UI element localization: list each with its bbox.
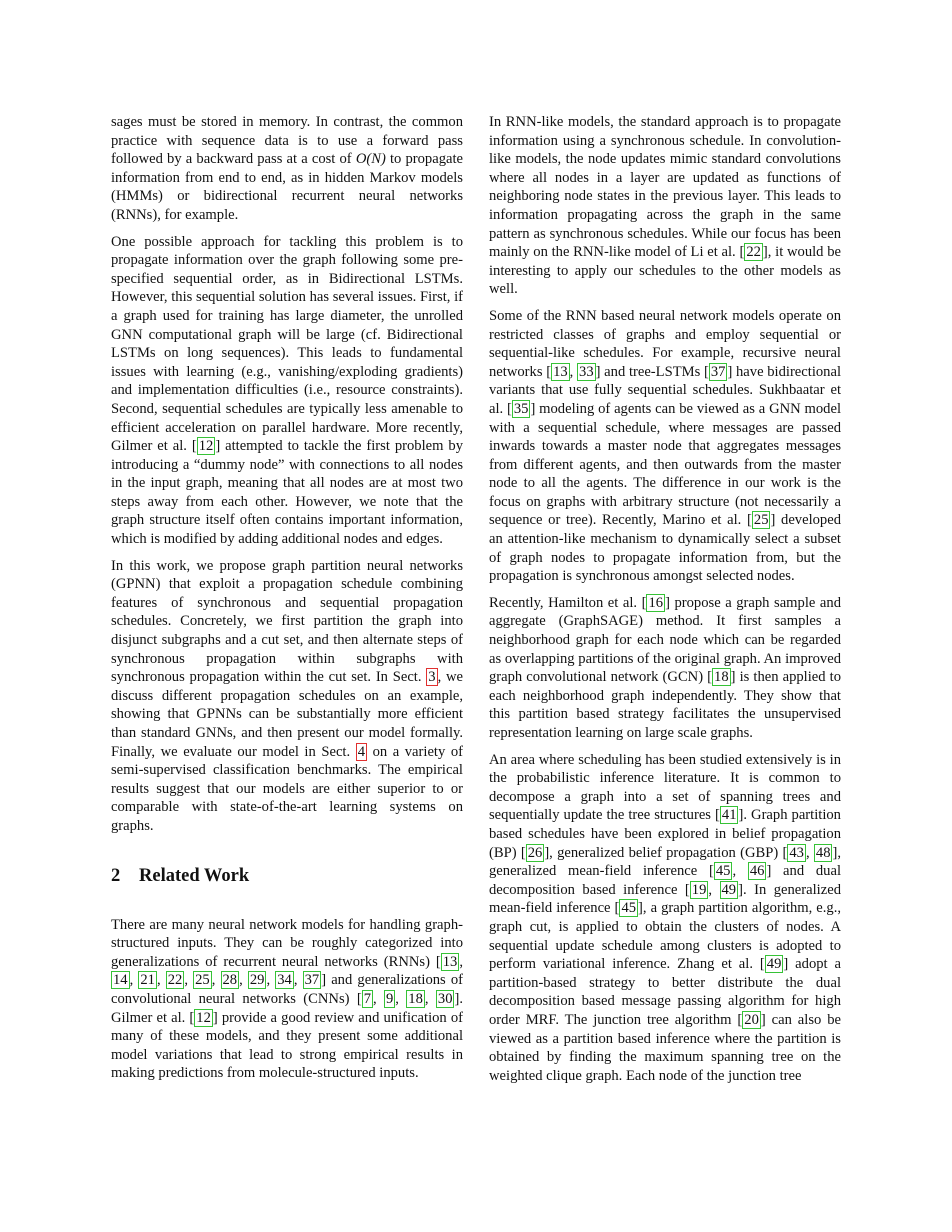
right-column [489, 113, 841, 1093]
citation-link[interactable]: 41 [721, 807, 737, 824]
citation-link[interactable]: 28 [222, 972, 238, 989]
citation-link[interactable]: 16 [648, 594, 664, 611]
citation-link[interactable]: 18 [408, 990, 423, 1007]
citation-link[interactable]: 34 [277, 972, 292, 989]
citation-link[interactable]: 37 [710, 363, 726, 380]
citation-link[interactable]: 9 [386, 990, 394, 1007]
citation-link[interactable]: 19 [691, 881, 707, 898]
citation-link[interactable]: 26 [527, 844, 543, 861]
section-link[interactable]: 3 [428, 669, 436, 686]
paragraph: An area where scheduling has been studied extensively is in the probabilistic inference literature. It is common to decompose a graph into a set of spanning trees and sequentially update the tree structures [ 41 ]. Graph partition based schedules have been explored in belief propagation (BP) [ 26 ], generalized belief propagation (GBP) [ 43 , 48 ], generalized mean-field inference [ 45 , 46 ] and dual decomposition based inference [ 19 , 49 ]. In generalized mean-field inference [ 45 ], a graph partition algorithm, e.g., graph cut, is applied to obtain the clusters of nodes. A sequential update schedule among clusters is adopted to perform variational inference. Zhang et al. [ 49 ] adopt a partition-based strategy to better distribute the dual decomposition based message passing algorithm for high order MRF. The junction tree algorithm [ 20 ] can also be viewed as a partition based inference where the partition is obtained by finding the maximum spanning tree on the weighted clique graph. Each node of the junction tree [489, 751, 841, 1084]
citation-link[interactable]: 43 [789, 844, 804, 861]
paragraph: Recently, Hamilton et al. [ 16 ] propose a graph sample and aggregate (GraphSAGE) method. It first samples a neighborhood graph for each node which can be regarded as overlapping partitions of the original graph. An improved graph convolutional network (GCN) [ 18 ] is then applied to each neighborhood graph independently. They show that this partition based strategy facilitates the unsupervised representation learning on large scale graphs. [489, 594, 841, 741]
citation-link[interactable]: 37 [304, 972, 320, 989]
section-heading: 2 Related Work [111, 865, 250, 886]
paragraph: In this work, we propose graph partition neural networks (GPNN) that exploit a propagation schedule combining features of synchronous and sequential propagation schedules. Concretely, we first partition the graph into disjunct subgraphs and a cut set, and then alternate steps of synchronous propagation within subgraphs with synchronous propagation within the cut set. In Sect. 3 , we discuss different propagation schedules on an example, showing that GPNNs can be substantially more efficient than standard GNNs, and then present our model formally. Finally, we evaluate our model in Sect. 4 on a variety of semi-supervised classification benchmarks. The empirical results suggest that our models are either superior to or comparable with state-of-the-art learning systems on graphs. [111, 557, 464, 834]
citation-link[interactable]: 35 [513, 400, 529, 417]
citation-link[interactable]: 48 [815, 844, 831, 861]
citation-link[interactable]: 18 [714, 669, 729, 686]
citation-link[interactable]: 14 [113, 972, 128, 989]
citation-link[interactable]: 13 [442, 953, 458, 970]
citation-link[interactable]: 45 [715, 863, 731, 880]
citation-link[interactable]: 25 [753, 512, 769, 529]
citation-link[interactable]: 45 [621, 900, 637, 917]
left-column [111, 113, 463, 1091]
paragraph: sages must be stored in memory. In contrast, the common practice with sequence data is to use a forward pass followed by a backward pass at a cost of O(N) to propagate information from end to end, as in hidden Markov models (HMMs) or bidirectional recurrent neural networks (RNNs), for example. [111, 114, 463, 223]
citation-link[interactable]: 30 [437, 990, 453, 1007]
section-link[interactable]: 4 [357, 743, 365, 760]
citation-link[interactable]: 12 [198, 438, 214, 455]
citation-link[interactable]: 49 [721, 881, 737, 898]
citation-link[interactable]: 13 [553, 363, 568, 380]
citation-link[interactable]: 46 [749, 863, 765, 880]
paragraph: Some of the RNN based neural network models operate on restricted classes of graphs and employ sequential or sequential-like schedules. For example, recursive neural networks [ 13 , 33 ] and tree-LSTMs [ 37 ] have bidirectional variants that use fully sequential schedules. Sukhbaatar et al. [ 35 ] modeling of agents can be viewed as a GNN model with a sequential schedule, where messages are passed inwards towards a master node that aggregates messages from different agents, and then outwards from the master node to all the agents. The difference in our work is the focus on graphs with arbitrary structure (not necessarily a sequence or tree). Recently, Marino et al. [ 25 ] developed an attention-like mechanism to dynamically select a subset of graph nodes to propagate information from, but the propagation is synchronous amongst selected nodes. [489, 307, 841, 585]
citation-link[interactable]: 33 [579, 363, 594, 380]
citation-link[interactable]: 12 [196, 1009, 211, 1026]
paragraph: There are many neural network models for handling graph-structured inputs. They can be roughly categorized into generalizations of recurrent neural networks (RNNs) [ 13 , 14 , 21 , 22 , 25 , 28 , 29 , 34 , 37 ] and generalizations of convolutional neural networks (CNNs) [ 7 , 9 , 18 , 30 ]. Gilmer et al. [ 12 ] provide a good review and unification of many of these models, and they present some additional model variations that lead to strong empirical results in making predictions from molecule-structured inputs. [111, 916, 464, 1082]
citation-link[interactable]: 22 [746, 244, 761, 261]
citation-link[interactable]: 21 [140, 972, 155, 989]
citation-link[interactable]: 22 [167, 972, 183, 989]
citation-link[interactable]: 49 [766, 956, 782, 973]
citation-link[interactable]: 25 [195, 972, 210, 989]
citation-link[interactable]: 20 [744, 1011, 759, 1028]
citation-link[interactable]: 29 [249, 972, 265, 989]
paragraph: In RNN-like models, the standard approach is to propagate information using a synchronous schedule. In convolution-like models, the node updates mimic standard convolutions where all nodes in a layer are updated as functions of neighboring node states in the previous layer. This leads to information propagating across the graph in the same pattern as synchronous schedules. While our focus has been mainly on the RNN-like model of Li et al. [ 22 ], it would be interesting to apply our schedules to the other models as well. [489, 114, 841, 298]
paragraph: One possible approach for tackling this problem is to propagate information over the graph following some pre-specified sequential order, as in Bidirectional LSTMs. However, this sequential solution has several issues. First, if a graph used for training has large diameter, the unrolled GNN computational graph will be large (cf. Bidirectional LSTMs on long sequences). This leads to fundamental issues with learning (e.g., vanishing/exploding gradients) and implementation difficulties (i.e., resource constraints). Second, sequential schedules are typically less amenable to efficient acceleration on parallel hardware. More recently, Gilmer et al. [ 12 ] attempted to tackle the first problem by introducing a “dummy node” with connections to all nodes in the input graph, meaning that all nodes are at most two steps away from each other. However, we note that the graph structure itself often contains important information, which is modified by adding additional nodes and edges. [111, 233, 463, 548]
citation-link[interactable]: 7 [363, 990, 371, 1007]
